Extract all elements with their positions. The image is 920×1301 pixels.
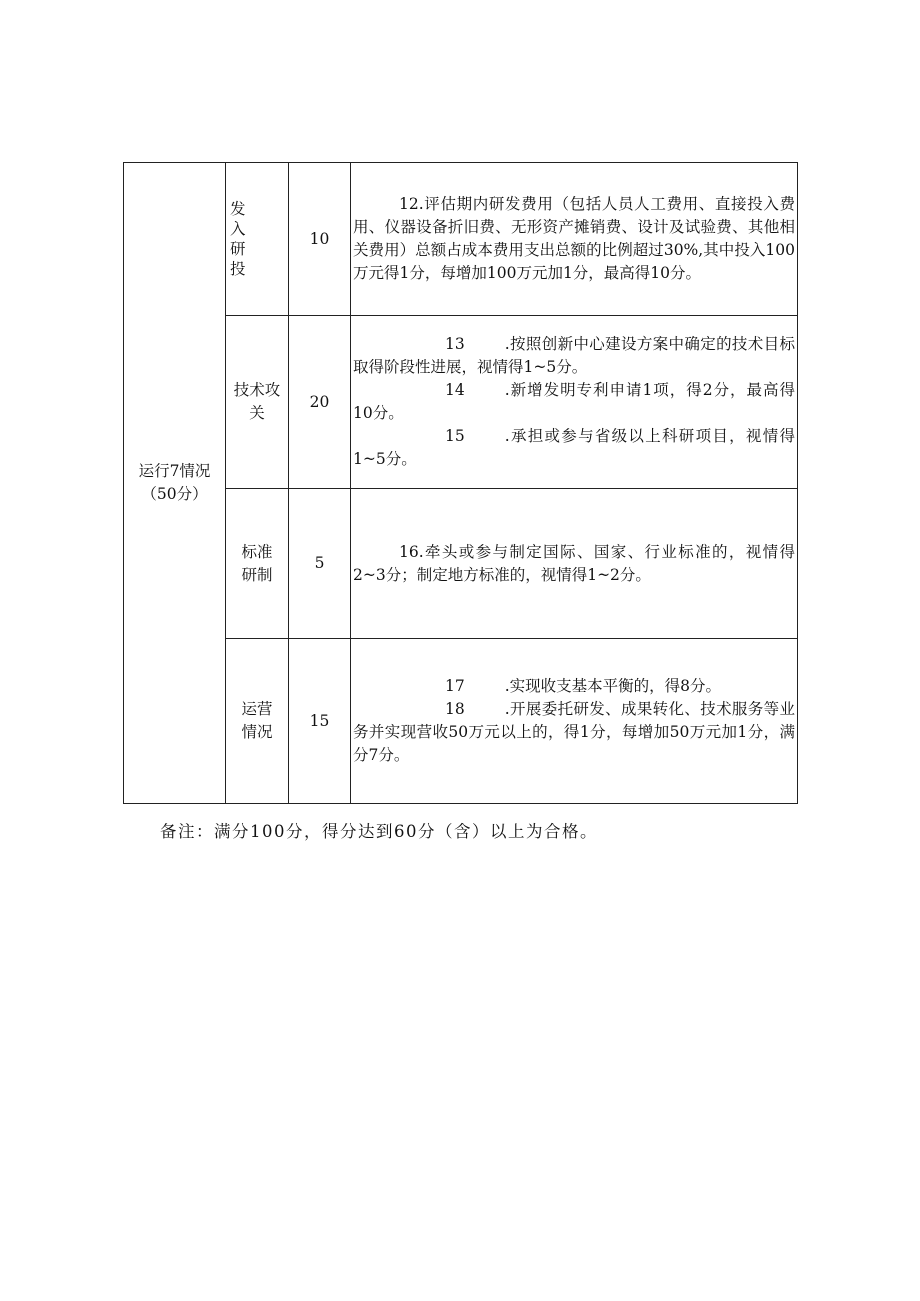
table-row xyxy=(124,489,798,639)
indicator-criteria xyxy=(351,489,798,639)
indicator-score: 20 xyxy=(289,316,351,489)
indicator-criteria xyxy=(351,163,798,316)
indicator-score: 15 xyxy=(289,639,351,804)
criterion-item: 16.牵头或参与制定国际、国家、行业标准的，视情得2~3分；制定地方标准的，视情得1~2分。 xyxy=(353,542,795,584)
criterion-item: 14 .新增发明专利申请1项，得2分，最高得10分。 xyxy=(353,381,795,422)
category-points: （50分） xyxy=(141,485,208,503)
category-label: 运行7情况 xyxy=(138,462,211,480)
indicator-name: 发 入 研 投 xyxy=(226,163,289,316)
category-cell xyxy=(124,163,226,804)
criterion-item: 12.评估期内研发费用（包括人员人工费用、直接投入费用、仪器设备折旧费、无形资产摊销费、设计及试验费、其他相关费用）总额占成本费用支出总额的比例超过30%,其中投入100万元得1分，每增加100万元加1分，最高得10分。 xyxy=(353,195,795,282)
indicator-name: 技术攻 关 xyxy=(226,316,289,489)
footnote: 备注：满分100分，得分达到60分（含）以上为合格。 xyxy=(160,822,598,841)
criterion-item: 15 .承担或参与省级以上科研项目，视情得1~5分。 xyxy=(353,427,795,468)
indicator-name: 标准 研制 xyxy=(226,489,289,639)
table-row xyxy=(124,316,798,489)
indicator-criteria xyxy=(351,639,798,804)
criterion-item: 17 .实现收支基本平衡的，得8分。 xyxy=(445,677,722,695)
indicator-score: 5 xyxy=(289,489,351,639)
scoring-table xyxy=(123,162,798,804)
indicator-name: 运营 情况 xyxy=(226,639,289,804)
table-row xyxy=(124,639,798,804)
indicator-criteria xyxy=(351,316,798,489)
table-row xyxy=(124,163,798,316)
criterion-item: 18 .开展委托研发、成果转化、技术服务等业务并实现营收50万元以上的，得1分，每增加50万元加1分，满分7分。 xyxy=(353,700,795,764)
criterion-item: 13 .按照创新中心建设方案中确定的技术目标取得阶段性进展，视情得1~5分。 xyxy=(353,335,795,376)
indicator-score: 10 xyxy=(289,163,351,316)
